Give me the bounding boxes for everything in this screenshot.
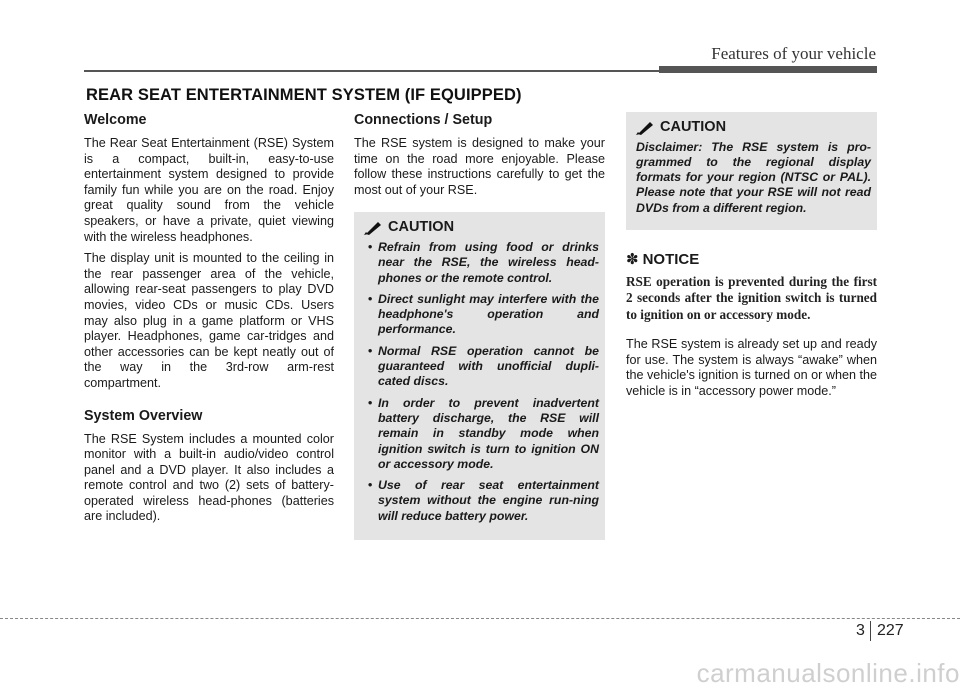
caution-item: • In order to prevent inadvertent battery discharge, the RSE will remain in standby mode when ignition switch is turn to ignition ON or accessory mode. [364, 396, 599, 472]
disclaimer-text: Disclaimer: The RSE system is pro-grammed to the regional display formats for your region (NTSC or PAL). Please note that your RSE will not read DVDs from a different region. [636, 139, 871, 215]
overview-paragraph: The RSE System includes a mounted color monitor with a built-in audio/video control panel and a DVD player. It also includes a remote control and two (2) sets of battery-operated wireless head-phones (batteries are included). [84, 431, 334, 524]
caution-item: • Use of rear seat entertainment system without the engine run-ning will reduce battery power. [364, 478, 599, 524]
caution-title: CAUTION [388, 219, 455, 236]
caution-box-disclaimer [626, 112, 877, 230]
footer-rule [0, 618, 960, 619]
connections-heading: Connections / Setup [354, 112, 493, 128]
notice-text: RSE operation is prevented during the first 2 seconds after the ignition switch is turned to ignition on or accessory mode. [626, 273, 877, 322]
notice-title: NOTICE [642, 251, 700, 269]
welcome-paragraph-2: The display unit is mounted to the ceiling in the rear passenger area of the vehicle, allowing rear-seat passengers to play DVD movies, video CDs or music CDs. Users may also plug in a game platform or VHS player. Headphones, game car-tridges and other accessories can be kept neatly out of the way in the 3rd-row arm-rest compartment. [84, 251, 334, 390]
footer-separator [870, 621, 871, 641]
welcome-paragraph-1: The Rear Seat Entertainment (RSE) System is a compact, built-in, easy-to-use entertainment system designed to provide family fun while you are on the road. Enjoy great quality sound from the vehicle speakers, or have a private, quiet viewing with the wireless headphones. [84, 136, 334, 244]
asterisk-icon: ✽ [626, 251, 639, 269]
caution-header [364, 220, 599, 236]
connections-paragraph: The RSE system is designed to make your time on the road more enjoyable. Please follow these instructions carefully to get the most out of your RSE. [354, 136, 605, 197]
rse-status-paragraph: The RSE system is already set up and ready for use. The system is always “awake” when the vehicle's ignition is turned on or when the vehicle is in “accessory power mode.” [626, 337, 877, 398]
watermark: carmanualsonline.info [696, 658, 960, 688]
column-middle [354, 112, 605, 540]
notice-header [626, 252, 877, 268]
caution-item: • Refrain from using food or drinks near the RSE, the wireless head-phones or the remote control. [364, 240, 599, 286]
caution-item: • Normal RSE operation cannot be guaranteed with unofficial dupli-cated discs. [364, 344, 599, 390]
header-bar [659, 66, 877, 73]
column-right [626, 112, 877, 406]
header-title: Features of your vehicle [711, 44, 876, 63]
caution-box-main [354, 212, 605, 540]
pencil-icon [636, 121, 654, 135]
page-number: 227 [877, 622, 904, 639]
caution-list [364, 240, 599, 524]
overview-heading: System Overview [84, 407, 203, 424]
caution-header [636, 120, 871, 136]
caution-item: • Direct sunlight may interfere with the headphone's operation and performance. [364, 292, 599, 338]
caution-title: CAUTION [660, 119, 727, 135]
column-left [84, 112, 334, 531]
section-title: REAR SEAT ENTERTAINMENT SYSTEM (IF EQUIPPED) [86, 86, 522, 104]
welcome-heading: Welcome [84, 112, 147, 128]
pencil-icon [364, 221, 382, 235]
chapter-number: 3 [856, 622, 865, 639]
